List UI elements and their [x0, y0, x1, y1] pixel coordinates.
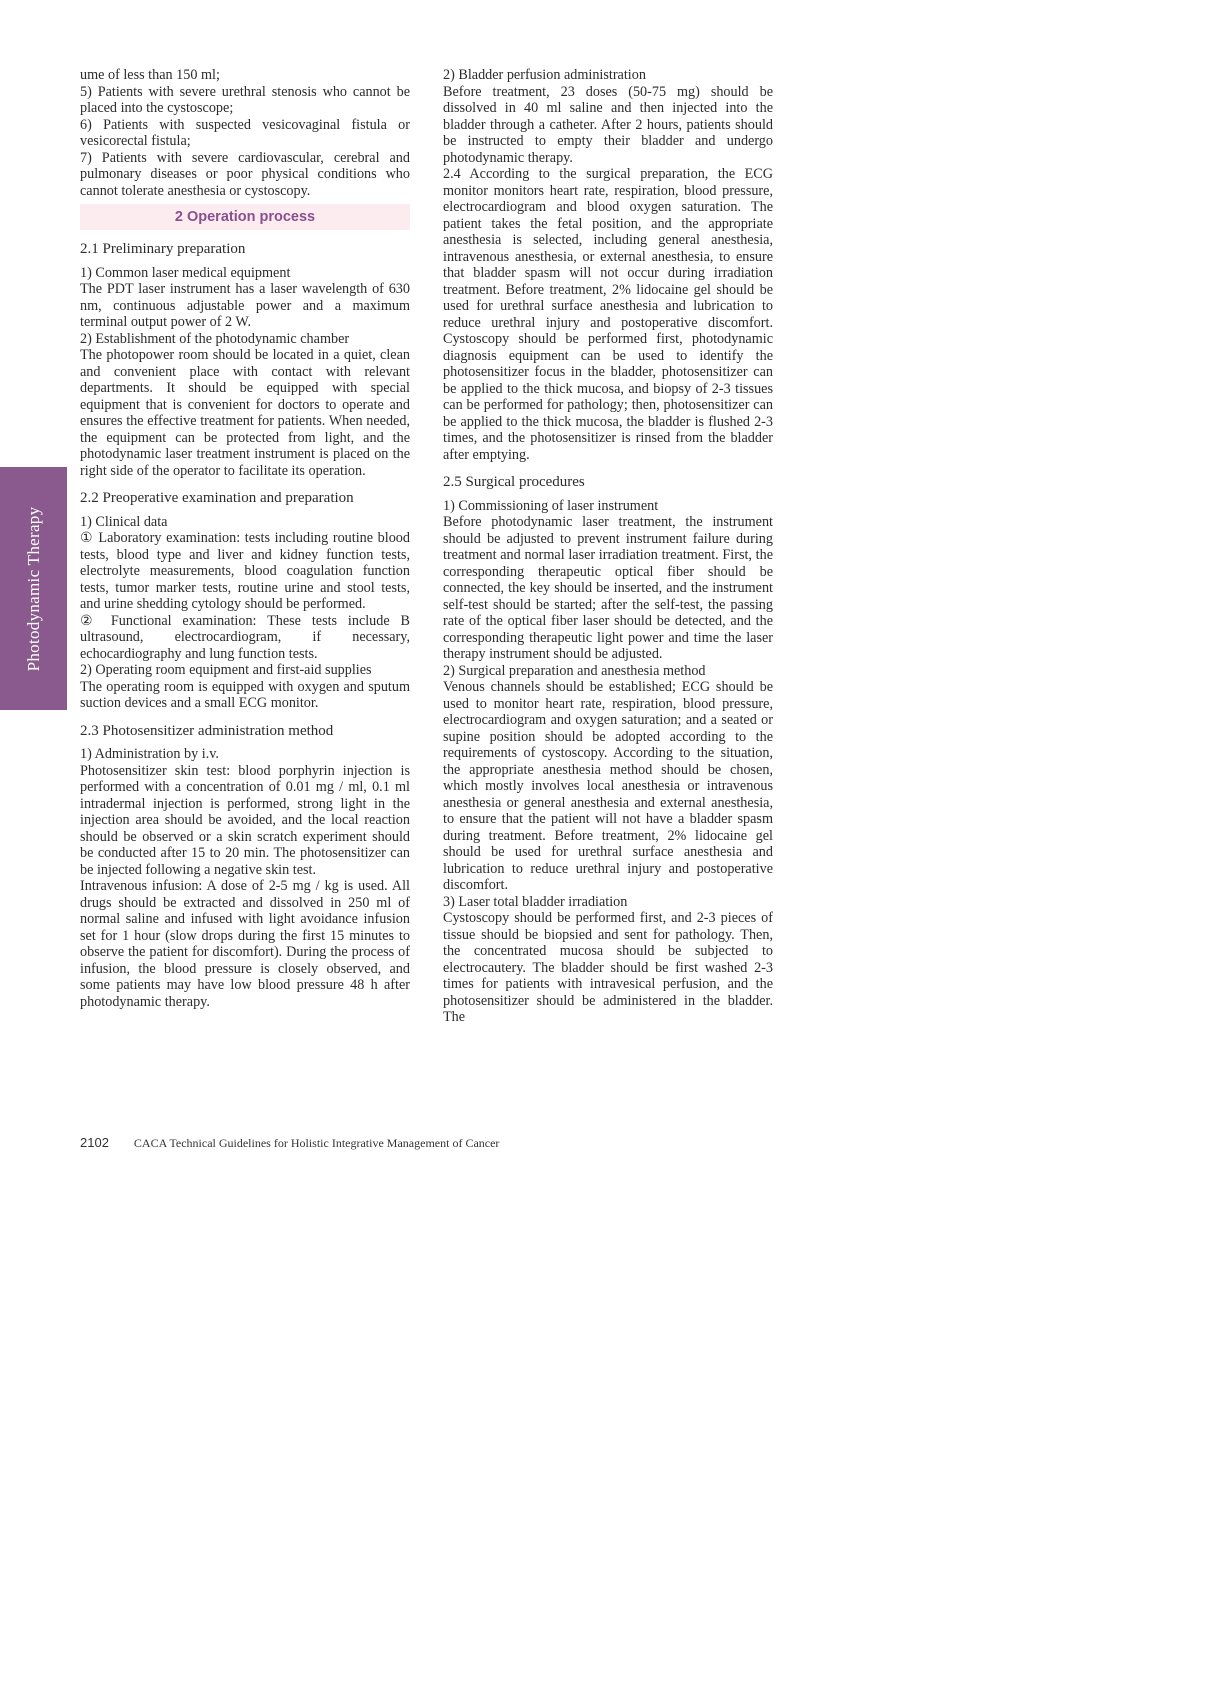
paragraph: 2) Bladder perfusion administration	[443, 67, 646, 83]
paragraph: Cystoscopy should be performed first, and 2-3 pieces of tissue should be biopsied and sent for pathology. Then, the concentrated mucosa should be subjected to electrocautery. The bladder should be first washed 2-3 times for patients with intravesical perfusion, and the photosensitizer should be administered in the bladder. The	[443, 910, 773, 1025]
paragraph: 3) Laser total bladder irradiation	[443, 893, 628, 910]
side-tab	[0, 467, 67, 710]
left-column	[80, 67, 410, 1010]
paragraph: The photopower room should be located in a quiet, clean and convenient place with contact with relevant departments. It should be equipped with special equipment that is convenient for doctors to operate and ensures the effective treatment for patients. When needed, the equipment can be protected from light, and the photodynamic laser treatment instrument is placed on the right side of the operator to facilitate its operation.	[80, 347, 410, 479]
subsection-heading: 2.1 Preliminary preparation	[80, 241, 246, 257]
paragraph: Before treatment, 23 doses (50-75 mg) should be dissolved in 40 ml saline and then injected into the bladder through a catheter. After 2 hours, patients should be instructed to empty their bladder and undergo photodynamic therapy.	[443, 83, 773, 166]
paragraph: 2) Establishment of the photodynamic chamber	[80, 330, 350, 347]
paragraph: 6) Patients with suspected vesicovaginal fistula or vesicorectal fistula;	[80, 116, 410, 149]
paragraph: 5) Patients with severe urethral stenosis who cannot be placed into the cystoscope;	[80, 83, 410, 116]
paragraph: ume of less than 150 ml;	[80, 67, 220, 83]
paragraph: 2) Surgical preparation and anesthesia method	[443, 662, 706, 679]
subsection-heading: 2.3 Photosensitizer administration method	[80, 722, 334, 739]
page-number: 2102	[80, 1135, 109, 1150]
paragraph: Photosensitizer skin test: blood porphyrin injection is performed with a concentration of 0.01 mg / ml, 0.1 ml intradermal injection is performed, strong light in the injection area should be avoided, and the local reaction should be observed or a skin scratch experiment should be conducted after 15 to 20 min. The photosensitizer can be injected following a negative skin test.	[80, 762, 410, 878]
section-title: 2 Operation process	[80, 204, 410, 230]
paragraph: 1) Clinical data	[80, 513, 168, 530]
paragraph: ② Functional examination: These tests include B ultrasound, electrocardiogram, if necessary, echocardiography and lung function tests.	[80, 612, 410, 662]
paragraph: The operating room is equipped with oxygen and sputum suction devices and a small ECG monitor.	[80, 678, 410, 711]
paragraph: ① Laboratory examination: tests including routine blood tests, blood type and liver and kidney function tests, electrolyte measurements, blood coagulation function tests, tumor marker tests, routine urine and stool tests, and urine shedding cytology should be performed.	[80, 530, 410, 612]
paragraph: Venous channels should be established; ECG should be used to monitor heart rate, respiration, blood pressure, electrocardiogram and oxygen saturation; and a seated or supine position should be adopted according to the requirements of cystoscopy. According to the situation, the appropriate anesthesia method should be chosen, which mostly involves local anesthesia or intravenous anesthesia or general anesthesia and external anesthesia, to ensure that the patient will not have a bladder spasm during treatment. Before treatment, 2% lidocaine gel should be used for urethral surface anesthesia and lubrication to reduce urethral injury and postoperative discomfort.	[443, 679, 773, 893]
page-footer	[80, 1135, 499, 1151]
paragraph: 1) Administration by i.v.	[80, 746, 219, 762]
paragraph: 1) Common laser medical equipment	[80, 264, 291, 281]
subsection-heading: 2.2 Preoperative examination and preparation	[80, 490, 354, 506]
right-column	[443, 67, 773, 1026]
paragraph: 7) Patients with severe cardiovascular, cerebral and pulmonary diseases or poor physical conditions who cannot tolerate anesthesia or cystoscopy.	[80, 149, 410, 199]
paragraph: 2.4 According to the surgical preparation, the ECG monitor monitors heart rate, respiration, blood pressure, electrocardiogram and blood oxygen saturation. The patient takes the fetal position, and the appropriate anesthesia is selected, including general anesthesia, intravenous anesthesia, or external anesthesia, to ensure that bladder spasm will not occur during irradiation treatment. Before treatment, 2% lidocaine gel should be used for urethral surface anesthesia and lubrication to reduce urethral injury and postoperative discomfort. Cystoscopy should be performed first, photodynamic diagnosis equipment can be used to identify the photosensitizer focus in the bladder, photosensitizer can be applied to the thick mucosa, and biopsy of 2-3 tissues can be performed for pathology; then, photosensitizer can be applied to the thick mucosa, the bladder is flushed 2-3 times, and the photosensitizer is rinsed from the bladder after emptying.	[443, 166, 773, 463]
subsection-heading: 2.5 Surgical procedures	[443, 474, 585, 490]
running-title: CACA Technical Guidelines for Holistic Integrative Management of Cancer	[133, 1136, 500, 1150]
side-tab-label: Photodynamic Therapy	[23, 506, 43, 671]
paragraph: The PDT laser instrument has a laser wavelength of 630 nm, continuous adjustable power and a maximum terminal output power of 2 W.	[80, 281, 410, 330]
paragraph: Before photodynamic laser treatment, the instrument should be adjusted to prevent instrument failure during treatment and normal laser irradiation treatment. First, the corresponding therapeutic optical fiber should be connected, the key should be inserted, and the instrument self-test should be started; after the self-test, the passing rate of the optical fiber laser should be detected, and the corresponding therapeutic light power and time the laser therapy instrument should be adjusted.	[443, 514, 773, 662]
paragraph: Intravenous infusion: A dose of 2-5 mg / kg is used. All drugs should be extracted and dissolved in 250 ml of normal saline and infused with light avoidance infusion set for 1 hour (slow drops during the first 15 minutes to observe the patient for discomfort). During the process of infusion, the blood pressure is closely observed, and some patients may have low blood pressure 48 h after photodynamic therapy.	[80, 878, 410, 1010]
paragraph: 2) Operating room equipment and first-aid supplies	[80, 662, 372, 678]
paragraph: 1) Commissioning of laser instrument	[443, 497, 659, 514]
